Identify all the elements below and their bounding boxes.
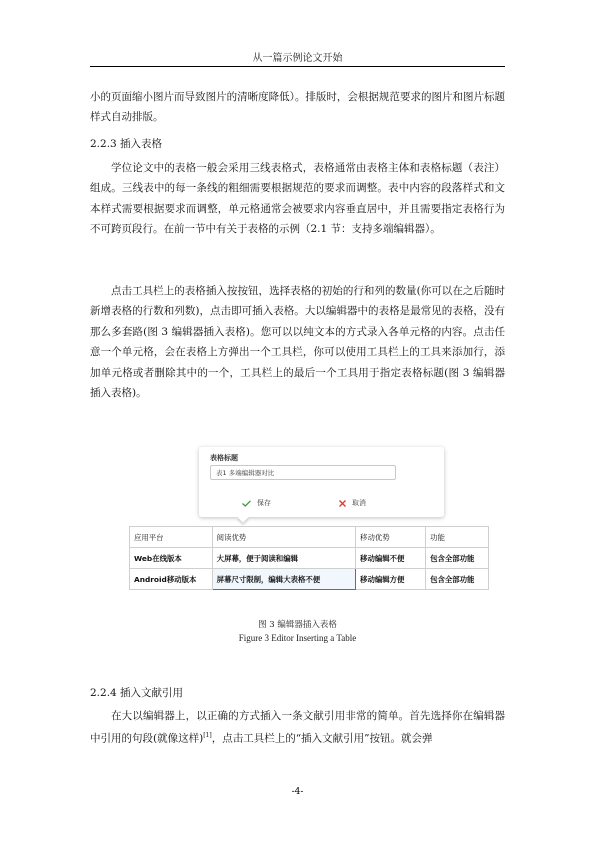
cancel-label: 取消 [352,499,366,507]
table-cell[interactable]: 移动编辑方便 [356,569,426,590]
table-header-row [130,527,489,548]
save-button[interactable] [242,498,271,508]
paragraph-continuation: 小的页面缩小图片而导致图片的清晰度降低）。排版时，会根据规范要求的图片和图片标题样式自动排版。 [90,91,505,124]
save-label: 保存 [257,499,271,507]
section-heading-2-2-4: 2.2.4 插入文献引用 [90,687,184,699]
close-icon [339,500,346,507]
table-header-cell[interactable]: 阅读优势 [212,527,355,548]
popover-label: 表格标题 [210,454,238,462]
figure-caption-zh: 图 3 编辑器插入表格 [258,620,337,630]
table-header-cell[interactable]: 功能 [426,527,489,548]
section-heading-2-2-3: 2.2.3 插入表格 [90,138,163,150]
page-header: 从一篇示例论文开始 [252,53,343,64]
paragraph-insert-table: 点击工具栏上的表格插入按按钮，选择表格的初始的行和列的数量(你可以在之后随时新增表格的行数和列数)，点击即可插入表格。大以编辑器中的表格是最常见的表格，没有那么多套路(图 3 编辑器插入表格)。您可以以纯文本的方式录入各单元格的内容。点击任意一个单元格，会在表格上方弹出一个工具栏，你可以使用工具栏上的工具来添加行，添加单元格或者删除其中的一个，工具栏上的最后一个工具用于指定表格标题(图 3 编辑器插入表格)。 [90,285,505,400]
table-cell[interactable]: 包含全部功能 [426,569,489,590]
table-title-popover [199,447,444,517]
table-cell-selected[interactable]: 屏幕尺寸限制，编辑大表格不便 [212,569,355,590]
paragraph-text: ，点击工具栏上的“插入文献引用”按钮。就会弹 [211,732,433,745]
table-cell[interactable]: 包含全部功能 [426,548,489,569]
table-title-input[interactable]: 表1 多端编辑器对比 [210,465,396,480]
paragraph-text: 在大以编辑器上，以正确的方式插入一条文献引用非常的简单。首先选择你在编辑器中引用的句段(就像这样) [90,710,505,745]
table-row [130,569,489,590]
editor-table [129,526,489,590]
table-header-cell[interactable]: 移动优势 [356,527,426,548]
figure-editor-insert-table [129,447,489,597]
paragraph-citation [90,706,505,749]
table-cell[interactable]: Android移动版本 [130,569,213,590]
table-cell[interactable]: 移动编辑不便 [356,548,426,569]
check-icon [242,500,251,507]
paragraph-tables: 学位论文中的表格一般会采用三线表格式，表格通常由表格主体和表格标题（表注）组成。三线表中的每一条线的粗细需要根据规范的要求而调整。表中内容的段落样式和文本样式需要根据要求而调整，单元格通常会被要求内容垂直居中，并且需要指定表格行为不可跨页段行。在前一节中有关于表格的示例（2.1 节：支持多端编辑器）。 [90,162,505,236]
table-cell[interactable]: 大屏幕，便于阅读和编辑 [212,548,355,569]
table-cell[interactable]: Web在线版本 [130,548,213,569]
page-number: -4- [291,787,304,797]
header-rule [90,66,505,67]
table-row [130,548,489,569]
citation-marker[interactable]: [1] [203,732,212,740]
cancel-button[interactable] [339,498,366,508]
figure-caption-en: Figure 3 Editor Inserting a Table [238,633,357,643]
table-header-cell[interactable]: 应用平台 [130,527,213,548]
